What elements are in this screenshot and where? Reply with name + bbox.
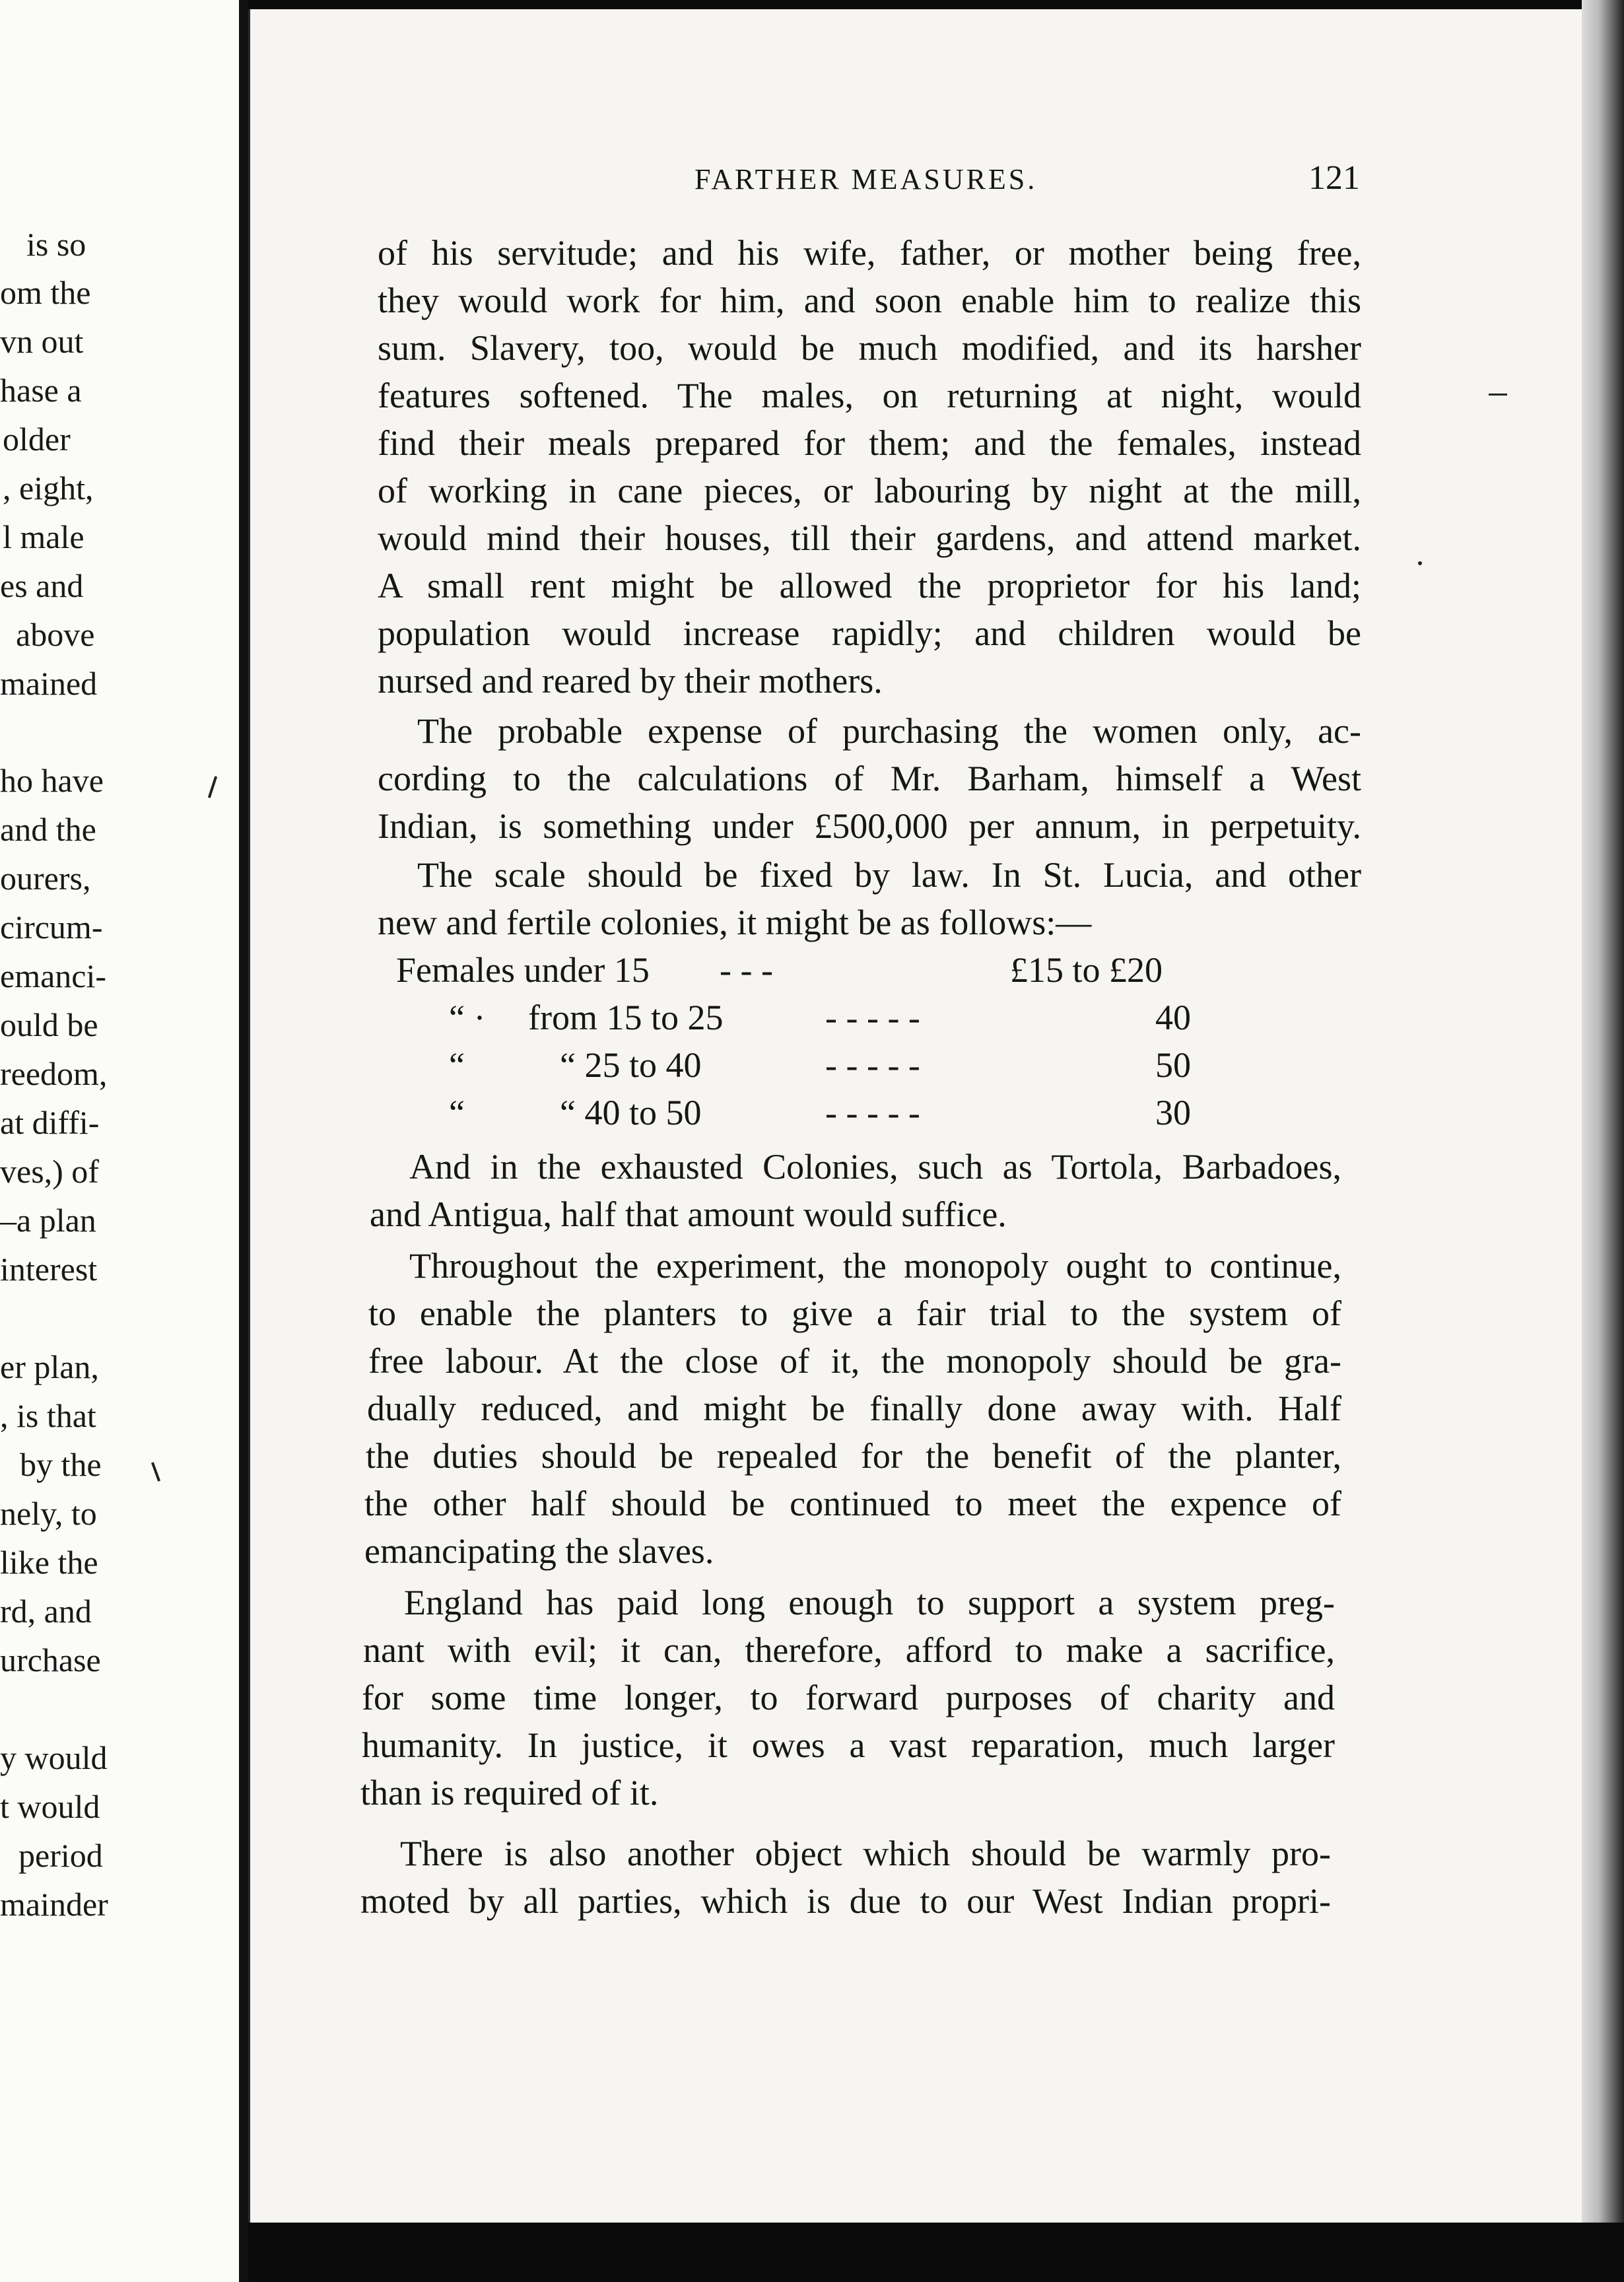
- scale-label: from 15 to 25: [528, 998, 724, 1037]
- body-line: emancipating the slaves.: [364, 1531, 714, 1571]
- left-fragment: emanci-: [0, 957, 107, 994]
- body-line: England has paid long enough to support a system preg-: [404, 1583, 1335, 1622]
- body-line: of his servitude; and his wife, father, or mother being free,: [378, 233, 1361, 273]
- scale-dashes: - - - - -: [825, 1045, 920, 1085]
- left-fragment: at diffi-: [0, 1104, 100, 1141]
- left-fragment: is so: [26, 226, 86, 263]
- scale-dashes: - - - - -: [825, 1093, 920, 1132]
- left-fragment: circum-: [0, 909, 103, 946]
- body-line: Throughout the experiment, the monopoly ought to continue,: [409, 1246, 1341, 1286]
- body-line: the duties should be repealed for the benefit of the planter,: [366, 1436, 1341, 1476]
- scale-amount: 30: [1155, 1093, 1191, 1132]
- body-line: would mind their houses, till their gardens, and attend market.: [378, 518, 1361, 558]
- body-line: nant with evil; it can, therefore, afford to make a sacrifice,: [363, 1630, 1335, 1670]
- book-gutter: [239, 0, 248, 2282]
- body-line: cording to the calculations of Mr. Barham, himself a West: [378, 759, 1361, 798]
- left-fragment: ourers,: [0, 860, 91, 897]
- left-fragment: reedom,: [0, 1055, 108, 1092]
- left-fragment: older: [3, 421, 71, 458]
- body-line: features softened. The males, on returning at night, would: [378, 376, 1361, 415]
- scale-amount: 40: [1155, 998, 1191, 1037]
- left-fragment: like the: [0, 1544, 98, 1581]
- body-line: sum. Slavery, too, would be much modified, and its harsher: [378, 328, 1361, 368]
- body-line: There is also another object which should be warmly pro-: [400, 1834, 1331, 1873]
- left-fragment: nely, to: [0, 1495, 97, 1532]
- left-fragment: , eight,: [3, 469, 94, 506]
- scale-dashes: - - -: [720, 950, 773, 990]
- scale-dashes: - - - - -: [825, 998, 920, 1037]
- scale-amount: £15 to £20: [1010, 950, 1163, 990]
- body-line: to enable the planters to give a fair trial to the system of: [368, 1294, 1341, 1333]
- left-fragment: y would: [0, 1739, 108, 1776]
- left-fragment: urchase: [0, 1642, 101, 1678]
- scale-label: “ 40 to 50: [560, 1093, 702, 1132]
- body-line: and Antigua, half that amount would suffice.: [370, 1194, 1007, 1234]
- left-fragment: t would: [0, 1788, 100, 1825]
- body-line: moted by all parties, which is due to our West Indian propri-: [360, 1881, 1331, 1921]
- body-line: new and fertile colonies, it might be as follows:—: [378, 903, 1092, 942]
- left-fragment: er plan,: [0, 1348, 99, 1385]
- body-line: than is required of it.: [360, 1773, 659, 1813]
- body-line: population would increase rapidly; and children would be: [378, 613, 1361, 653]
- body-line: A small rent might be allowed the proprietor for his land;: [378, 566, 1361, 605]
- left-fragment: ould be: [0, 1006, 98, 1043]
- body-line: of working in cane pieces, or labouring by night at the mill,: [378, 471, 1361, 510]
- body-line: Indian, is something under £500,000 per annum, in perpetuity.: [378, 806, 1361, 846]
- body-line: the other half should be continued to meet the expence of: [364, 1484, 1341, 1523]
- left-fragment: above: [16, 616, 95, 653]
- scale-label: “ 25 to 40: [560, 1045, 702, 1085]
- scale-ditto: “: [449, 1093, 465, 1132]
- body-line: humanity. In justice, it owes a vast reparation, much larger: [362, 1725, 1335, 1765]
- scale-label: Females under 15: [396, 950, 650, 990]
- left-fragment: hase a: [0, 372, 82, 409]
- scale-ditto: “ ·: [449, 998, 486, 1037]
- left-fragment: by the: [20, 1446, 102, 1483]
- left-fragment: om the: [0, 274, 91, 311]
- left-fragment: mained: [0, 665, 98, 702]
- body-line: for some time longer, to forward purposes of charity and: [362, 1678, 1335, 1717]
- left-fragment: , is that: [0, 1397, 96, 1434]
- left-fragment: and the: [0, 811, 96, 848]
- left-fragment: ho have: [0, 762, 104, 799]
- left-fragment: –a plan: [0, 1202, 96, 1239]
- left-fragment: mainder: [0, 1886, 108, 1923]
- bottom-shadow: [248, 2223, 1624, 2282]
- scale-amount: 50: [1155, 1045, 1191, 1085]
- left-fragment: interest: [0, 1251, 98, 1288]
- left-fragment: ves,) of: [0, 1153, 99, 1190]
- left-fragment: vn out: [0, 323, 84, 360]
- body-line: they would work for him, and soon enable him to realize this: [378, 281, 1361, 320]
- body-line: find their meals prepared for them; and the females, instead: [378, 423, 1361, 463]
- left-fragment: period: [18, 1837, 103, 1874]
- page-edge: [1582, 0, 1624, 2282]
- body-line: dually reduced, and might be finally done away with. Half: [367, 1389, 1341, 1428]
- page-number: 121: [1308, 159, 1360, 197]
- left-fragment: l male: [3, 518, 85, 555]
- left-fragment: es and: [0, 567, 84, 604]
- scale-ditto: “: [449, 1045, 465, 1085]
- left-fragment: rd, and: [0, 1593, 92, 1630]
- body-line: free labour. At the close of it, the monopoly should be gra-: [368, 1341, 1341, 1381]
- body-line: The scale should be fixed by law. In St. Lucia, and other: [417, 855, 1361, 895]
- body-line: nursed and reared by their mothers.: [378, 661, 883, 701]
- body-line: The probable expense of purchasing the women only, ac-: [417, 711, 1361, 751]
- left-page: [0, 0, 239, 2282]
- ink-mark: [1418, 561, 1422, 565]
- body-line: And in the exhausted Colonies, such as Tortola, Barbadoes,: [409, 1147, 1341, 1187]
- running-title: FARTHER MEASURES.: [694, 163, 1038, 195]
- ink-mark: [1489, 394, 1507, 396]
